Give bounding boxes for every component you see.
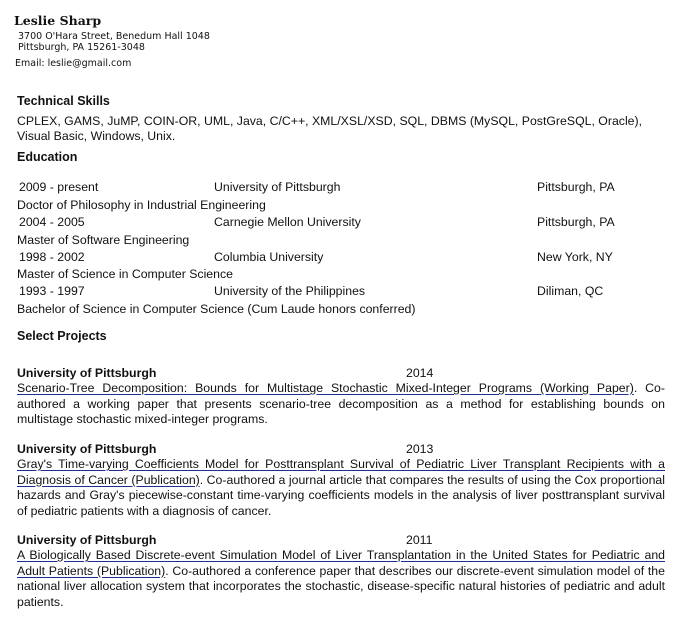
project-description <box>17 457 665 519</box>
skills-heading: Technical Skills <box>17 94 110 108</box>
edu-degree: Bachelor of Science in Computer Science (Cum Laude honors conferred) <box>17 302 416 316</box>
education-heading: Education <box>17 150 78 164</box>
edu-years: 2009 - present <box>19 180 99 194</box>
email-line: Email: leslie@gmail.com <box>15 58 132 69</box>
project-summary: . Co-authored a journal article that compares the results of using the Cox proportional hazards and Gray's piecewise-constant time-varying coefficients models in the analysis of liver posttransplant survival of pediatric patients with a diagnosis of cancer. <box>17 472 665 518</box>
edu-degree: Master of Software Engineering <box>17 233 190 247</box>
project-org: University of Pittsburgh <box>17 366 157 380</box>
edu-school: University of Pittsburgh <box>214 180 341 194</box>
project-description <box>17 381 665 428</box>
edu-location: Pittsburgh, PA <box>537 215 615 229</box>
project-link[interactable]: Scenario-Tree Decomposition: Bounds for Multistage Stochastic Mixed-Integer Programs (Working Paper) <box>17 381 634 395</box>
projects-heading: Select Projects <box>17 329 107 343</box>
project-year: 2011 <box>406 533 433 547</box>
edu-location: Diliman, QC <box>537 284 604 298</box>
edu-location: New York, NY <box>537 250 613 264</box>
resume-name: Leslie Sharp <box>14 13 102 28</box>
project-org: University of Pittsburgh <box>17 442 157 456</box>
project-link[interactable]: Gray's Time-varying Coefficients Model for Posttransplant Survival of Pediatric Liver Transplant Recipients with a Diagnosis of Cancer (Publication) <box>17 457 665 487</box>
edu-years: 2004 - 2005 <box>19 215 85 229</box>
project-year: 2014 <box>406 366 434 380</box>
project-description <box>17 548 665 610</box>
skills-line-2: Visual Basic, Windows, Unix. <box>17 129 176 143</box>
edu-years: 1998 - 2002 <box>19 250 85 264</box>
edu-location: Pittsburgh, PA <box>537 180 615 194</box>
address-line-2: Pittsburgh, PA 15261-3048 <box>18 42 145 53</box>
address-line-1: 3700 O'Hara Street, Benedum Hall 1048 <box>18 31 210 42</box>
project-year: 2013 <box>406 442 434 456</box>
project-link[interactable]: A Biologically Based Discrete-event Simulation Model of Liver Transplantation in the United States for Pediatric and Adult Patients (Publication) <box>17 548 665 578</box>
project-summary: . Co-authored a conference paper that describes our discrete-event simulation model of the national liver allocation system that incorporates the stochastic, disease-specific natural histories of pediatric and adult patients. <box>17 563 665 609</box>
edu-degree: Doctor of Philosophy in Industrial Engineering <box>17 198 266 212</box>
edu-degree: Master of Science in Computer Science <box>17 267 233 281</box>
project-org: University of Pittsburgh <box>17 533 157 547</box>
edu-school: University of the Philippines <box>214 284 366 298</box>
edu-school: Carnegie Mellon University <box>214 215 361 229</box>
project-summary: . Co-authored a working paper that presents scenario-tree decomposition as a method for establishing bounds on multistage stochastic mixed-integer programs. <box>17 381 665 426</box>
edu-years: 1993 - 1997 <box>19 284 85 298</box>
skills-line-1: CPLEX, GAMS, JuMP, COIN-OR, UML, Java, C/C++, XML/XSL/XSD, SQL, DBMS (MySQL, PostGreSQL, Oracle), <box>17 114 643 128</box>
edu-school: Columbia University <box>214 250 324 264</box>
